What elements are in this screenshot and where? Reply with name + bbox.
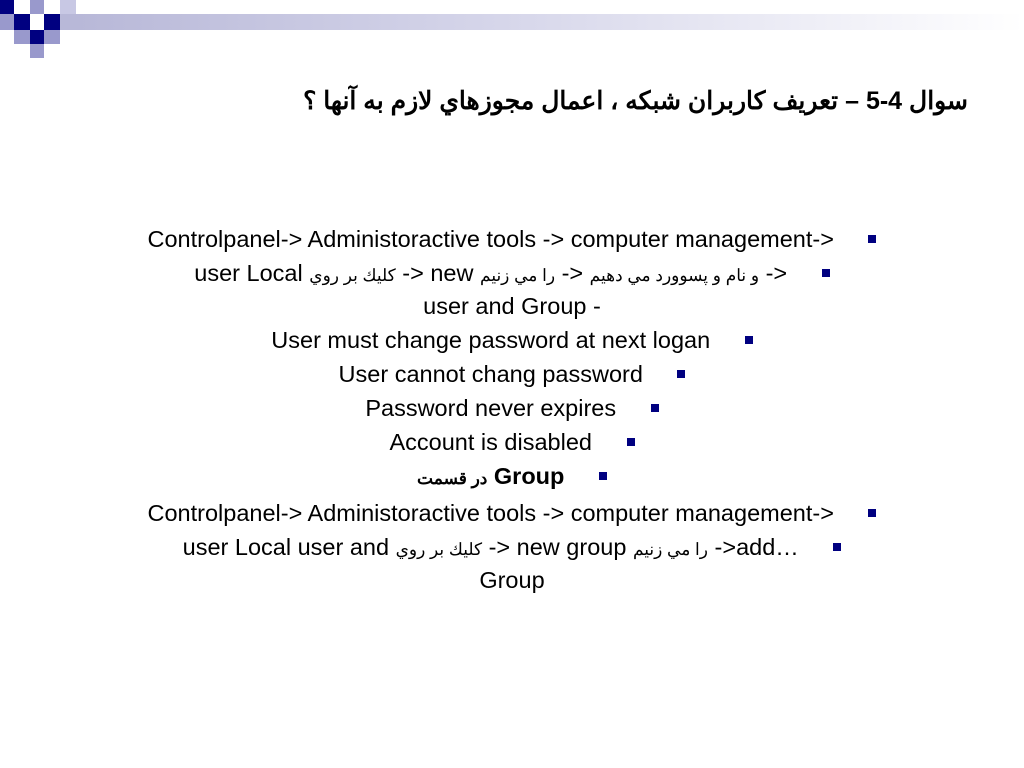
item-text: Controlpanel-> Administoractive tools -> computer management-> — [147, 226, 834, 252]
item-text-fa: را مي زنيم — [480, 266, 556, 285]
list-item — [40, 224, 984, 254]
item-text: User cannot chang password — [338, 361, 643, 387]
item-text: ->add… — [714, 534, 799, 560]
item-text: -> — [561, 260, 584, 286]
list-item — [40, 461, 984, 494]
title-rest: – تعريف كاربران شبكه ، اعمال مجوزهاي لازم به آنها ؟ — [303, 87, 866, 115]
item-text: Controlpanel-> Administoractive tools -> computer management-> — [147, 500, 834, 526]
bullet-icon — [868, 509, 876, 517]
list-item — [40, 532, 984, 595]
item-text-fa: در قسمت — [417, 469, 488, 488]
slide-title — [60, 86, 968, 116]
item-text: -> — [765, 260, 788, 286]
item-text-line2: user and Group - — [423, 293, 601, 319]
list-item — [40, 258, 984, 321]
item-text: user Local — [194, 260, 303, 286]
bullet-icon — [627, 438, 635, 446]
bullet-icon — [745, 336, 753, 344]
item-text-fa: كليك بر روي — [395, 540, 483, 559]
item-text: Account is disabled — [389, 429, 592, 455]
title-text: سوال — [902, 87, 968, 115]
header-decoration — [0, 0, 1024, 62]
item-text: User must change password at next logan — [271, 327, 711, 353]
item-text: -> new group — [488, 534, 627, 560]
item-text: user Local user and — [182, 534, 390, 560]
bullet-icon — [822, 269, 830, 277]
title-number: 5-4 — [865, 87, 903, 115]
list-item — [40, 498, 984, 528]
item-text: Group — [493, 463, 565, 489]
item-text-fa: و نام و پسوورد مي دهيم — [589, 266, 760, 285]
bullet-list — [40, 224, 984, 599]
bullet-icon — [868, 235, 876, 243]
bullet-icon — [599, 472, 607, 480]
item-text: -> new — [402, 260, 474, 286]
item-text: Password never expires — [365, 395, 617, 421]
bullet-icon — [677, 370, 685, 378]
item-text-fa: را مي زنيم — [632, 540, 708, 559]
list-item — [40, 427, 984, 457]
item-text-line2: Group — [479, 567, 545, 593]
bullet-icon — [651, 404, 659, 412]
list-item — [40, 359, 984, 389]
bullet-icon — [833, 543, 841, 551]
item-text-fa: كليك بر روي — [309, 266, 396, 285]
list-item — [40, 325, 984, 355]
list-item — [40, 393, 984, 423]
